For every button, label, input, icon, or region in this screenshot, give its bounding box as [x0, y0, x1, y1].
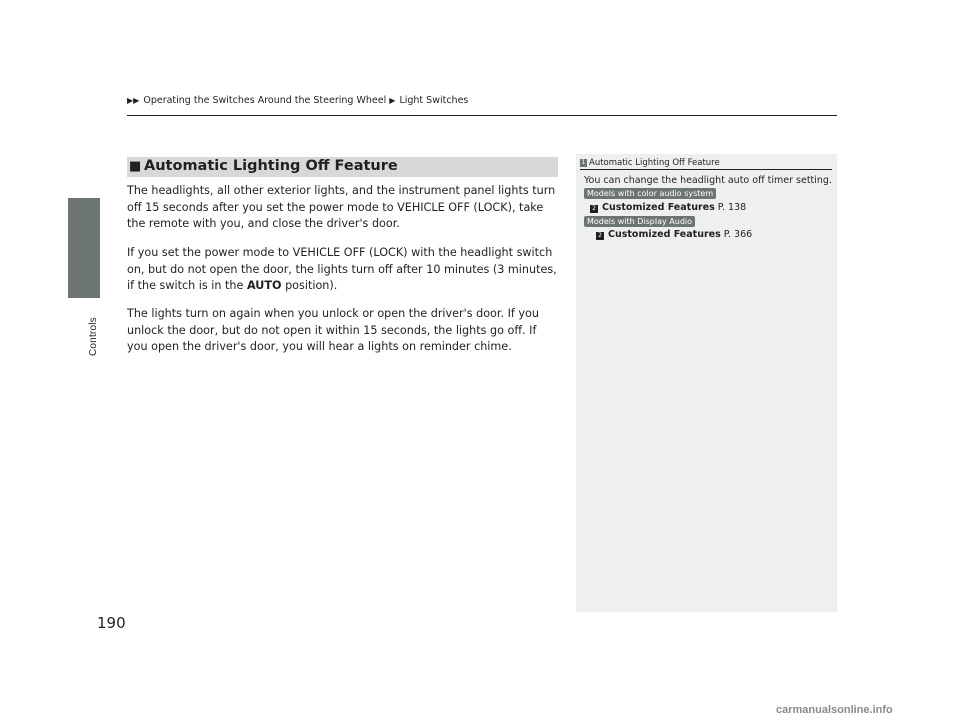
header-divider	[127, 115, 837, 116]
breadcrumb-arrow-icon: ▶▶	[127, 96, 140, 105]
chapter-tab	[68, 198, 100, 298]
square-bullet-icon: ■	[129, 159, 142, 174]
paragraph-2	[127, 245, 559, 295]
watermark: carmanualsonline.info	[776, 704, 893, 716]
section-title: Automatic Lighting Off Feature	[144, 158, 398, 174]
reference-label: Customized Features	[602, 202, 715, 213]
section-header	[127, 157, 558, 177]
page-number: 190	[97, 614, 126, 632]
reference-arrow-icon: 2	[590, 205, 598, 213]
reference-arrow-icon: 2	[596, 232, 604, 240]
model-badge-display-audio: Models with Display Audio	[584, 216, 695, 227]
breadcrumb	[127, 95, 468, 106]
paragraph-2-text-a: If you set the power mode to VEHICLE OFF (LOCK) with the headlight switch on, but do not open the door, the lights turn off after 10 minutes (3 minutes, if the switch is in the	[127, 246, 557, 292]
reference-label: Customized Features	[608, 229, 721, 240]
paragraph-1: The headlights, all other exterior lights, and the instrument panel lights turn off 15 seconds after you set the power mode to VEHICLE OFF (LOCK), take the remote with you, and close the driver's door.	[127, 184, 556, 230]
note-title: Automatic Lighting Off Feature	[589, 158, 720, 168]
model-badge-color-audio: Models with color audio system	[584, 188, 716, 199]
note-header	[580, 158, 832, 170]
breadcrumb-item-topic[interactable]: Light Switches	[399, 95, 469, 106]
reference-page: P. 366	[720, 229, 753, 240]
paragraph-3: The lights turn on again when you unlock or open the driver's door. If you unlock the door, but do not open it within 15 seconds, the lights go off. If you open the driver's door, you will hear a lights on reminder chime.	[127, 307, 539, 353]
reference-customized-features-366[interactable]	[596, 229, 752, 240]
note-text: You can change the headlight auto off timer setting.	[584, 175, 832, 186]
auto-position-label: AUTO	[246, 279, 282, 292]
breadcrumb-item-section[interactable]: Operating the Switches Around the Steering Wheel	[143, 95, 387, 106]
breadcrumb-arrow-icon: ▶	[389, 96, 396, 105]
chapter-label: Controls	[88, 317, 99, 356]
note-marker-icon: 1	[581, 159, 586, 166]
reference-customized-features-138[interactable]	[590, 202, 746, 213]
paragraph-2-text-b: position).	[281, 279, 338, 292]
reference-page: P. 138	[714, 202, 747, 213]
